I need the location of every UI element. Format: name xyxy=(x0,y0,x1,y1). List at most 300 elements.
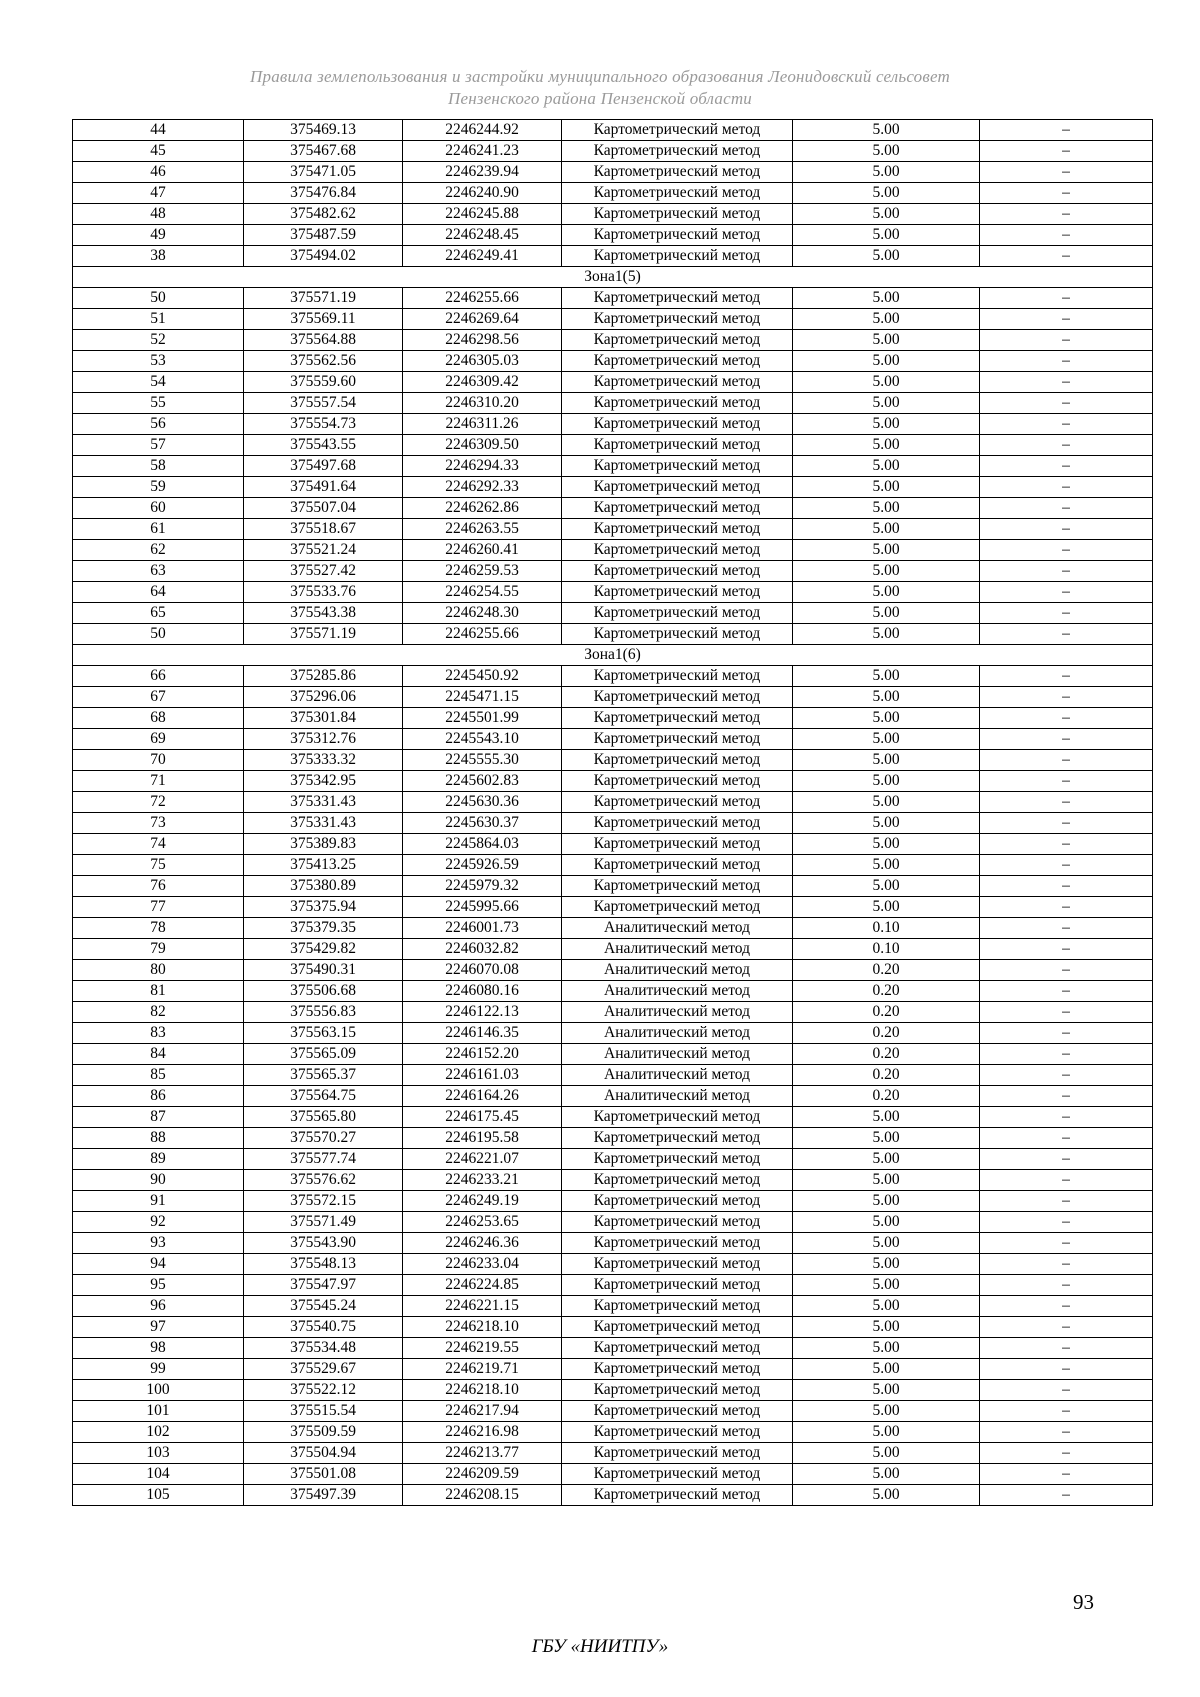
accuracy-cell: 5.00 xyxy=(793,288,980,309)
table-row xyxy=(73,540,1153,561)
point-number-cell: 97 xyxy=(73,1317,244,1338)
accuracy-cell: 5.00 xyxy=(793,666,980,687)
method-cell: Картометрический метод xyxy=(562,1128,793,1149)
method-cell: Картометрический метод xyxy=(562,897,793,918)
x-coordinate-cell: 375501.08 xyxy=(244,1464,403,1485)
y-coordinate-cell: 2246262.86 xyxy=(403,498,562,519)
point-number-cell: 63 xyxy=(73,561,244,582)
y-coordinate-cell: 2246208.15 xyxy=(403,1485,562,1506)
description-cell: – xyxy=(980,1107,1153,1128)
x-coordinate-cell: 375518.67 xyxy=(244,519,403,540)
accuracy-cell: 5.00 xyxy=(793,603,980,624)
x-coordinate-cell: 375506.68 xyxy=(244,981,403,1002)
point-number-cell: 101 xyxy=(73,1401,244,1422)
accuracy-cell: 0.20 xyxy=(793,1023,980,1044)
method-cell: Картометрический метод xyxy=(562,141,793,162)
y-coordinate-cell: 2246195.58 xyxy=(403,1128,562,1149)
point-number-cell: 85 xyxy=(73,1065,244,1086)
point-number-cell: 71 xyxy=(73,771,244,792)
point-number-cell: 49 xyxy=(73,225,244,246)
x-coordinate-cell: 375540.75 xyxy=(244,1317,403,1338)
method-cell: Картометрический метод xyxy=(562,204,793,225)
method-cell: Картометрический метод xyxy=(562,1422,793,1443)
table-row xyxy=(73,1002,1153,1023)
x-coordinate-cell: 375571.19 xyxy=(244,288,403,309)
y-coordinate-cell: 2246216.98 xyxy=(403,1422,562,1443)
description-cell: – xyxy=(980,435,1153,456)
coordinates-table xyxy=(72,119,1153,1506)
y-coordinate-cell: 2246241.23 xyxy=(403,141,562,162)
point-number-cell: 48 xyxy=(73,204,244,225)
table-row xyxy=(73,309,1153,330)
accuracy-cell: 5.00 xyxy=(793,456,980,477)
table-row xyxy=(73,981,1153,1002)
table-row xyxy=(73,960,1153,981)
description-cell: – xyxy=(980,519,1153,540)
table-row xyxy=(73,372,1153,393)
point-number-cell: 96 xyxy=(73,1296,244,1317)
method-cell: Аналитический метод xyxy=(562,981,793,1002)
table-row xyxy=(73,1107,1153,1128)
point-number-cell: 75 xyxy=(73,855,244,876)
y-coordinate-cell: 2246080.16 xyxy=(403,981,562,1002)
table-row xyxy=(73,246,1153,267)
description-cell: – xyxy=(980,351,1153,372)
point-number-cell: 47 xyxy=(73,183,244,204)
description-cell: – xyxy=(980,939,1153,960)
accuracy-cell: 5.00 xyxy=(793,855,980,876)
x-coordinate-cell: 375576.62 xyxy=(244,1170,403,1191)
accuracy-cell: 0.20 xyxy=(793,1065,980,1086)
description-cell: – xyxy=(980,1023,1153,1044)
y-coordinate-cell: 2246294.33 xyxy=(403,456,562,477)
y-coordinate-cell: 2246122.13 xyxy=(403,1002,562,1023)
point-number-cell: 90 xyxy=(73,1170,244,1191)
table-row xyxy=(73,1401,1153,1422)
table-row xyxy=(73,561,1153,582)
accuracy-cell: 5.00 xyxy=(793,1107,980,1128)
x-coordinate-cell: 375491.64 xyxy=(244,477,403,498)
description-cell: – xyxy=(980,540,1153,561)
table-row xyxy=(73,456,1153,477)
table-row xyxy=(73,771,1153,792)
description-cell: – xyxy=(980,981,1153,1002)
method-cell: Картометрический метод xyxy=(562,288,793,309)
description-cell: – xyxy=(980,330,1153,351)
x-coordinate-cell: 375342.95 xyxy=(244,771,403,792)
y-coordinate-cell: 2245630.36 xyxy=(403,792,562,813)
description-cell: – xyxy=(980,246,1153,267)
point-number-cell: 54 xyxy=(73,372,244,393)
accuracy-cell: 5.00 xyxy=(793,183,980,204)
method-cell: Аналитический метод xyxy=(562,1086,793,1107)
method-cell: Картометрический метод xyxy=(562,1485,793,1506)
method-cell: Картометрический метод xyxy=(562,246,793,267)
y-coordinate-cell: 2246221.07 xyxy=(403,1149,562,1170)
x-coordinate-cell: 375570.27 xyxy=(244,1128,403,1149)
x-coordinate-cell: 375333.32 xyxy=(244,750,403,771)
header-line-1: Правила землепользования и застройки муниципального образования Леонидовский сельсовет xyxy=(250,67,950,86)
y-coordinate-cell: 2246213.77 xyxy=(403,1443,562,1464)
point-number-cell: 60 xyxy=(73,498,244,519)
description-cell: – xyxy=(980,1233,1153,1254)
method-cell: Картометрический метод xyxy=(562,225,793,246)
y-coordinate-cell: 2245979.32 xyxy=(403,876,562,897)
x-coordinate-cell: 375534.48 xyxy=(244,1338,403,1359)
y-coordinate-cell: 2246239.94 xyxy=(403,162,562,183)
description-cell: – xyxy=(980,771,1153,792)
description-cell: – xyxy=(980,834,1153,855)
x-coordinate-cell: 375571.49 xyxy=(244,1212,403,1233)
accuracy-cell: 5.00 xyxy=(793,1422,980,1443)
point-number-cell: 78 xyxy=(73,918,244,939)
method-cell: Картометрический метод xyxy=(562,309,793,330)
point-number-cell: 95 xyxy=(73,1275,244,1296)
method-cell: Аналитический метод xyxy=(562,1023,793,1044)
accuracy-cell: 5.00 xyxy=(793,1485,980,1506)
x-coordinate-cell: 375476.84 xyxy=(244,183,403,204)
description-cell: – xyxy=(980,1254,1153,1275)
method-cell: Картометрический метод xyxy=(562,183,793,204)
y-coordinate-cell: 2245471.15 xyxy=(403,687,562,708)
y-coordinate-cell: 2246245.88 xyxy=(403,204,562,225)
x-coordinate-cell: 375413.25 xyxy=(244,855,403,876)
y-coordinate-cell: 2246218.10 xyxy=(403,1380,562,1401)
accuracy-cell: 5.00 xyxy=(793,1380,980,1401)
point-number-cell: 103 xyxy=(73,1443,244,1464)
table-row xyxy=(73,1464,1153,1485)
table-row xyxy=(73,897,1153,918)
x-coordinate-cell: 375543.38 xyxy=(244,603,403,624)
description-cell: – xyxy=(980,792,1153,813)
table-row xyxy=(73,1338,1153,1359)
x-coordinate-cell: 375469.13 xyxy=(244,120,403,141)
x-coordinate-cell: 375565.80 xyxy=(244,1107,403,1128)
description-cell: – xyxy=(980,1044,1153,1065)
description-cell: – xyxy=(980,1191,1153,1212)
accuracy-cell: 5.00 xyxy=(793,162,980,183)
point-number-cell: 80 xyxy=(73,960,244,981)
y-coordinate-cell: 2245501.99 xyxy=(403,708,562,729)
x-coordinate-cell: 375554.73 xyxy=(244,414,403,435)
point-number-cell: 83 xyxy=(73,1023,244,1044)
y-coordinate-cell: 2246310.20 xyxy=(403,393,562,414)
method-cell: Картометрический метод xyxy=(562,561,793,582)
method-cell: Картометрический метод xyxy=(562,1443,793,1464)
table-row xyxy=(73,1191,1153,1212)
y-coordinate-cell: 2246175.45 xyxy=(403,1107,562,1128)
table-row xyxy=(73,855,1153,876)
x-coordinate-cell: 375522.12 xyxy=(244,1380,403,1401)
description-cell: – xyxy=(980,162,1153,183)
method-cell: Картометрический метод xyxy=(562,1359,793,1380)
point-number-cell: 53 xyxy=(73,351,244,372)
point-number-cell: 91 xyxy=(73,1191,244,1212)
point-number-cell: 87 xyxy=(73,1107,244,1128)
table-row xyxy=(73,708,1153,729)
description-cell: – xyxy=(980,918,1153,939)
x-coordinate-cell: 375380.89 xyxy=(244,876,403,897)
y-coordinate-cell: 2246263.55 xyxy=(403,519,562,540)
description-cell: – xyxy=(980,624,1153,645)
method-cell: Картометрический метод xyxy=(562,1296,793,1317)
y-coordinate-cell: 2246218.10 xyxy=(403,1317,562,1338)
accuracy-cell: 5.00 xyxy=(793,120,980,141)
y-coordinate-cell: 2246221.15 xyxy=(403,1296,562,1317)
table-row xyxy=(73,1422,1153,1443)
y-coordinate-cell: 2245926.59 xyxy=(403,855,562,876)
method-cell: Картометрический метод xyxy=(562,855,793,876)
x-coordinate-cell: 375569.11 xyxy=(244,309,403,330)
accuracy-cell: 5.00 xyxy=(793,309,980,330)
y-coordinate-cell: 2246217.94 xyxy=(403,1401,562,1422)
y-coordinate-cell: 2246164.26 xyxy=(403,1086,562,1107)
accuracy-cell: 5.00 xyxy=(793,1338,980,1359)
point-number-cell: 61 xyxy=(73,519,244,540)
description-cell: – xyxy=(980,456,1153,477)
method-cell: Картометрический метод xyxy=(562,876,793,897)
description-cell: – xyxy=(980,729,1153,750)
point-number-cell: 99 xyxy=(73,1359,244,1380)
table-row xyxy=(73,1212,1153,1233)
accuracy-cell: 5.00 xyxy=(793,141,980,162)
accuracy-cell: 5.00 xyxy=(793,204,980,225)
x-coordinate-cell: 375543.55 xyxy=(244,435,403,456)
table-row xyxy=(73,1317,1153,1338)
y-coordinate-cell: 2246161.03 xyxy=(403,1065,562,1086)
description-cell: – xyxy=(980,498,1153,519)
accuracy-cell: 5.00 xyxy=(793,834,980,855)
method-cell: Картометрический метод xyxy=(562,1338,793,1359)
method-cell: Картометрический метод xyxy=(562,498,793,519)
y-coordinate-cell: 2246246.36 xyxy=(403,1233,562,1254)
method-cell: Картометрический метод xyxy=(562,1191,793,1212)
accuracy-cell: 5.00 xyxy=(793,1359,980,1380)
method-cell: Картометрический метод xyxy=(562,1317,793,1338)
y-coordinate-cell: 2246209.59 xyxy=(403,1464,562,1485)
point-number-cell: 105 xyxy=(73,1485,244,1506)
y-coordinate-cell: 2246233.04 xyxy=(403,1254,562,1275)
description-cell: – xyxy=(980,1065,1153,1086)
x-coordinate-cell: 375548.13 xyxy=(244,1254,403,1275)
description-cell: – xyxy=(980,1422,1153,1443)
description-cell: – xyxy=(980,582,1153,603)
description-cell: – xyxy=(980,1296,1153,1317)
description-cell: – xyxy=(980,855,1153,876)
table-row xyxy=(73,1254,1153,1275)
y-coordinate-cell: 2246260.41 xyxy=(403,540,562,561)
accuracy-cell: 5.00 xyxy=(793,624,980,645)
accuracy-cell: 5.00 xyxy=(793,225,980,246)
table-row xyxy=(73,351,1153,372)
x-coordinate-cell: 375572.15 xyxy=(244,1191,403,1212)
x-coordinate-cell: 375301.84 xyxy=(244,708,403,729)
point-number-cell: 65 xyxy=(73,603,244,624)
x-coordinate-cell: 375533.76 xyxy=(244,582,403,603)
y-coordinate-cell: 2245630.37 xyxy=(403,813,562,834)
description-cell: – xyxy=(980,1212,1153,1233)
running-header xyxy=(120,66,1080,110)
method-cell: Аналитический метод xyxy=(562,918,793,939)
description-cell: – xyxy=(980,708,1153,729)
y-coordinate-cell: 2246269.64 xyxy=(403,309,562,330)
y-coordinate-cell: 2245995.66 xyxy=(403,897,562,918)
method-cell: Картометрический метод xyxy=(562,120,793,141)
y-coordinate-cell: 2246032.82 xyxy=(403,939,562,960)
point-number-cell: 46 xyxy=(73,162,244,183)
description-cell: – xyxy=(980,750,1153,771)
method-cell: Картометрический метод xyxy=(562,750,793,771)
point-number-cell: 93 xyxy=(73,1233,244,1254)
x-coordinate-cell: 375494.02 xyxy=(244,246,403,267)
accuracy-cell: 5.00 xyxy=(793,351,980,372)
description-cell: – xyxy=(980,1128,1153,1149)
y-coordinate-cell: 2246255.66 xyxy=(403,624,562,645)
table-row xyxy=(73,1275,1153,1296)
table-row xyxy=(73,918,1153,939)
accuracy-cell: 5.00 xyxy=(793,1443,980,1464)
table-row xyxy=(73,1233,1153,1254)
x-coordinate-cell: 375379.35 xyxy=(244,918,403,939)
method-cell: Картометрический метод xyxy=(562,372,793,393)
x-coordinate-cell: 375577.74 xyxy=(244,1149,403,1170)
method-cell: Аналитический метод xyxy=(562,1002,793,1023)
point-number-cell: 62 xyxy=(73,540,244,561)
accuracy-cell: 5.00 xyxy=(793,582,980,603)
table-row xyxy=(73,603,1153,624)
point-number-cell: 44 xyxy=(73,120,244,141)
x-coordinate-cell: 375507.04 xyxy=(244,498,403,519)
point-number-cell: 94 xyxy=(73,1254,244,1275)
table-row xyxy=(73,225,1153,246)
method-cell: Картометрический метод xyxy=(562,414,793,435)
accuracy-cell: 0.20 xyxy=(793,981,980,1002)
point-number-cell: 76 xyxy=(73,876,244,897)
description-cell: – xyxy=(980,687,1153,708)
point-number-cell: 86 xyxy=(73,1086,244,1107)
x-coordinate-cell: 375563.15 xyxy=(244,1023,403,1044)
method-cell: Картометрический метод xyxy=(562,1149,793,1170)
x-coordinate-cell: 375527.42 xyxy=(244,561,403,582)
accuracy-cell: 5.00 xyxy=(793,540,980,561)
x-coordinate-cell: 375571.19 xyxy=(244,624,403,645)
description-cell: – xyxy=(980,1464,1153,1485)
point-number-cell: 55 xyxy=(73,393,244,414)
table-row xyxy=(73,141,1153,162)
accuracy-cell: 0.20 xyxy=(793,1086,980,1107)
description-cell: – xyxy=(980,288,1153,309)
y-coordinate-cell: 2245602.83 xyxy=(403,771,562,792)
description-cell: – xyxy=(980,1359,1153,1380)
table-row xyxy=(73,204,1153,225)
table-row xyxy=(73,582,1153,603)
table-row xyxy=(73,876,1153,897)
table-row xyxy=(73,477,1153,498)
method-cell: Картометрический метод xyxy=(562,1170,793,1191)
accuracy-cell: 5.00 xyxy=(793,519,980,540)
method-cell: Картометрический метод xyxy=(562,1464,793,1485)
accuracy-cell: 5.00 xyxy=(793,897,980,918)
table-row xyxy=(73,1170,1153,1191)
x-coordinate-cell: 375389.83 xyxy=(244,834,403,855)
table-row xyxy=(73,813,1153,834)
x-coordinate-cell: 375565.37 xyxy=(244,1065,403,1086)
y-coordinate-cell: 2246305.03 xyxy=(403,351,562,372)
point-number-cell: 82 xyxy=(73,1002,244,1023)
table-row xyxy=(73,414,1153,435)
description-cell: – xyxy=(980,813,1153,834)
y-coordinate-cell: 2246233.21 xyxy=(403,1170,562,1191)
accuracy-cell: 5.00 xyxy=(793,771,980,792)
method-cell: Картометрический метод xyxy=(562,603,793,624)
description-cell: – xyxy=(980,1485,1153,1506)
accuracy-cell: 5.00 xyxy=(793,750,980,771)
method-cell: Картометрический метод xyxy=(562,330,793,351)
zone-header-row xyxy=(73,645,1153,666)
x-coordinate-cell: 375285.86 xyxy=(244,666,403,687)
table-row xyxy=(73,435,1153,456)
table-row xyxy=(73,120,1153,141)
method-cell: Аналитический метод xyxy=(562,1044,793,1065)
description-cell: – xyxy=(980,876,1153,897)
method-cell: Картометрический метод xyxy=(562,162,793,183)
table-row xyxy=(73,1065,1153,1086)
point-number-cell: 70 xyxy=(73,750,244,771)
accuracy-cell: 0.20 xyxy=(793,1044,980,1065)
accuracy-cell: 5.00 xyxy=(793,729,980,750)
y-coordinate-cell: 2246244.92 xyxy=(403,120,562,141)
x-coordinate-cell: 375497.39 xyxy=(244,1485,403,1506)
description-cell: – xyxy=(980,309,1153,330)
description-cell: – xyxy=(980,1170,1153,1191)
point-number-cell: 51 xyxy=(73,309,244,330)
point-number-cell: 89 xyxy=(73,1149,244,1170)
table-row xyxy=(73,1128,1153,1149)
description-cell: – xyxy=(980,1443,1153,1464)
point-number-cell: 74 xyxy=(73,834,244,855)
zone-header-row xyxy=(73,267,1153,288)
y-coordinate-cell: 2246249.19 xyxy=(403,1191,562,1212)
point-number-cell: 73 xyxy=(73,813,244,834)
method-cell: Картометрический метод xyxy=(562,435,793,456)
y-coordinate-cell: 2246070.08 xyxy=(403,960,562,981)
y-coordinate-cell: 2246219.55 xyxy=(403,1338,562,1359)
y-coordinate-cell: 2246224.85 xyxy=(403,1275,562,1296)
description-cell: – xyxy=(980,414,1153,435)
description-cell: – xyxy=(980,1338,1153,1359)
y-coordinate-cell: 2246255.66 xyxy=(403,288,562,309)
accuracy-cell: 5.00 xyxy=(793,1317,980,1338)
y-coordinate-cell: 2245555.30 xyxy=(403,750,562,771)
accuracy-cell: 0.20 xyxy=(793,960,980,981)
method-cell: Картометрический метод xyxy=(562,477,793,498)
accuracy-cell: 5.00 xyxy=(793,435,980,456)
method-cell: Картометрический метод xyxy=(562,729,793,750)
table-row xyxy=(73,1086,1153,1107)
accuracy-cell: 0.20 xyxy=(793,1002,980,1023)
accuracy-cell: 5.00 xyxy=(793,1254,980,1275)
method-cell: Картометрический метод xyxy=(562,792,793,813)
x-coordinate-cell: 375312.76 xyxy=(244,729,403,750)
x-coordinate-cell: 375545.24 xyxy=(244,1296,403,1317)
y-coordinate-cell: 2246248.45 xyxy=(403,225,562,246)
method-cell: Картометрический метод xyxy=(562,456,793,477)
accuracy-cell: 0.10 xyxy=(793,939,980,960)
accuracy-cell: 5.00 xyxy=(793,1170,980,1191)
x-coordinate-cell: 375565.09 xyxy=(244,1044,403,1065)
x-coordinate-cell: 375487.59 xyxy=(244,225,403,246)
table-row xyxy=(73,1149,1153,1170)
